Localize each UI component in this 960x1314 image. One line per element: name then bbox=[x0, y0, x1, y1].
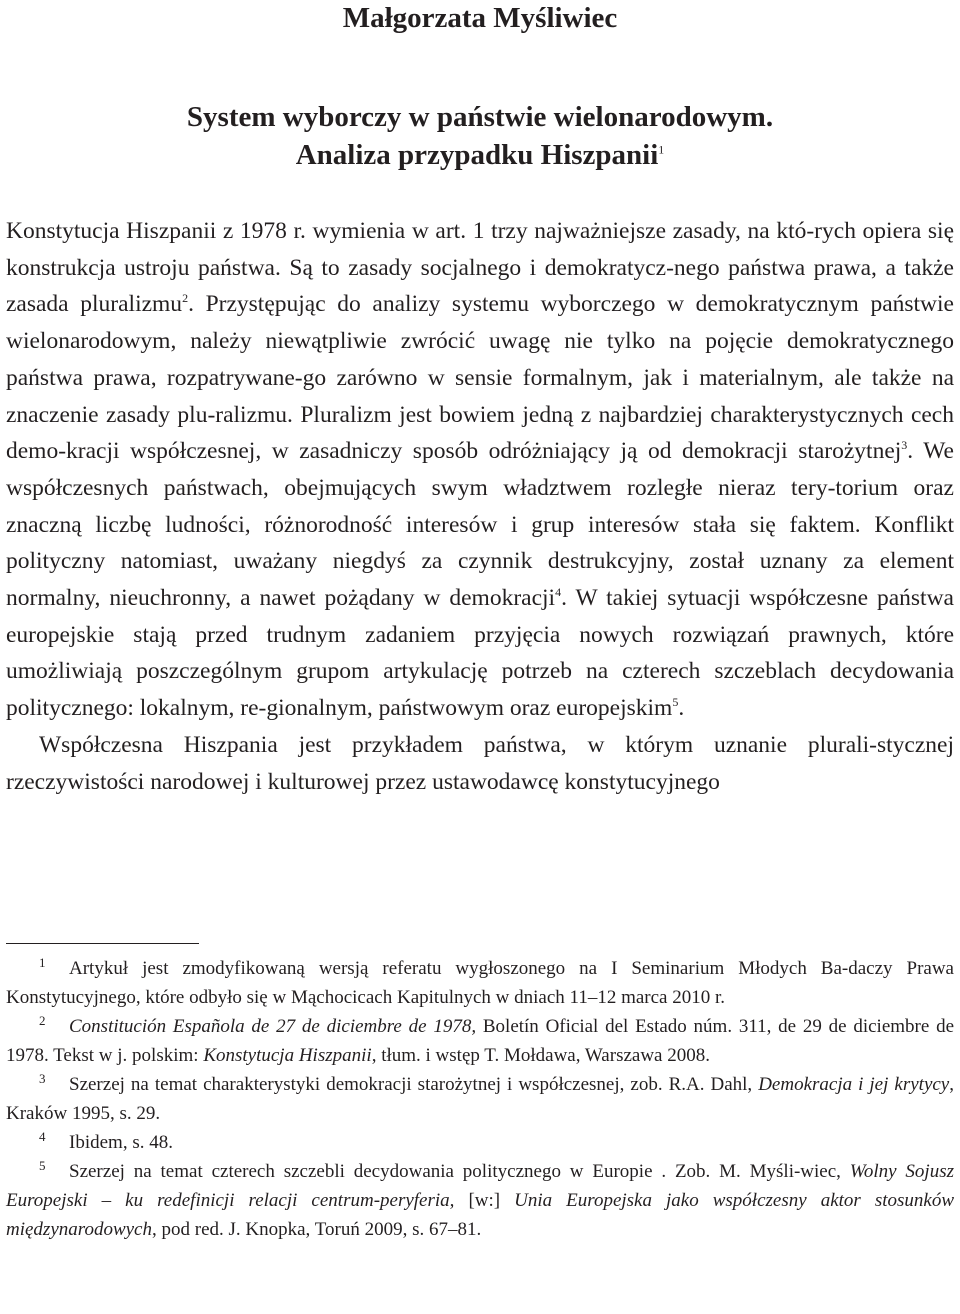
footnote-text: [w:] bbox=[454, 1190, 515, 1211]
author-name: Małgorzata Myśliwiec bbox=[342, 2, 618, 34]
body-text-segment: . bbox=[678, 695, 685, 722]
footnotes-section bbox=[6, 954, 954, 1244]
footnote-italic-title: Unia Europejska jako współczesny aktor stosunków międzynarodowych bbox=[6, 1190, 954, 1240]
footnote-text: , pod red. J. Knopka, Toruń 2009, s. 67–81. bbox=[152, 1219, 482, 1240]
title-line-1: System wyborczy w państwie wielonarodowym. bbox=[186, 101, 774, 133]
body-paragraph-2: Współczesna Hiszpania jest przykładem państwa, w którym uznanie plurali-stycznej rzeczywistości narodowej i kulturowej przez ustawodawcę konstytucyjnego bbox=[6, 731, 954, 795]
footnote-4: 4 Ibidem, s. 48. bbox=[39, 1128, 173, 1153]
footnote-1: 1 Artykuł jest zmodyfikowaną wersją referatu wygłoszonego na I Seminarium Młodych Ba-daczy Prawa Konstytucyjnego, które odbyło się w Mąchocicach Kapitulnych w dniach 11–12 marca 2010 r. bbox=[6, 954, 954, 1008]
article-body bbox=[6, 213, 954, 800]
body-text-segment: . We współczesnych państwach, obejmujących swym władztwem rozległe nieraz tery-torium oraz znaczną liczbę ludności, różnorodność interesów i grup interesów stała się faktem. Konflikt polityczny natomiast, uważany niegdyś za czynnik destrukcyjny, został uznany za element normalny, nieuchronny, a nawet pożądany w demokracji bbox=[6, 438, 954, 612]
footnote-text: , Kraków 1995, s. 29. bbox=[6, 1074, 954, 1124]
footnote-3: 3 Szerzej na temat charakterystyki demokracji starożytnej i współczesnej, zob. R.A. Dahl, Demokracja i jej krytycy, Kraków 1995, s. 29. bbox=[6, 1070, 954, 1124]
footnote-ref-3[interactable]: 3 bbox=[901, 438, 908, 453]
footnote-text: Szerzej na temat charakterystyki demokracji starożytnej i współczesnej, zob. R.A. Dahl, bbox=[69, 1074, 759, 1095]
footnote-text: Boletín Oficial del Estado núm. 311, de 29 de diciembre de 1978. Tekst w j. polskim: bbox=[6, 1016, 954, 1066]
footnote-italic-title: Wolny Sojusz Europejski – ku redefinicji relacji centrum-peryferia, bbox=[6, 1161, 954, 1211]
article-title bbox=[0, 98, 960, 174]
title-footnote-ref[interactable]: 1 bbox=[658, 142, 665, 157]
footnote-text: Artykuł jest zmodyfikowaną wersją referatu wygłoszonego na I Seminarium Młodych Ba-daczy Prawa Konstytucyjnego, które odbyło się w Mąchocicach Kapitulnych w dniach 11–12 marca 2010 r. bbox=[6, 958, 954, 1008]
footnote-italic-title: Constitución Española de 27 de diciembre de 1978, bbox=[69, 1016, 477, 1037]
footnote-italic-title: Demokracja i jej krytycy bbox=[758, 1074, 950, 1095]
footnote-separator bbox=[6, 943, 199, 944]
body-paragraph-1 bbox=[6, 213, 954, 727]
title-line-2 bbox=[0, 136, 960, 174]
footnote-ref-5[interactable]: 5 bbox=[672, 695, 679, 710]
footnote-2: 2 Constitución Española de 27 de diciembre de 1978, Boletín Oficial del Estado núm. 311, de 29 de diciembre de 1978. Tekst w j. polskim: Konstytucja Hiszpanii, tłum. i wstęp T. Mołdawa, Warszawa 2008. bbox=[6, 1012, 954, 1066]
footnote-italic-title: Konstytucja Hiszpanii bbox=[203, 1045, 372, 1066]
footnote-ref-4[interactable]: 4 bbox=[555, 585, 562, 600]
body-text-segment: . Przystępując do analizy systemu wyborczego w demokratycznym państwie wielonarodowym, należy niewątpliwie zwrócić uwagę nie tylko na pojęcie demokratycznego państwa prawa, rozpatrywane-go zarówno w sensie formalnym, jak i materialnym, ale także na znaczenie zasady plu-ralizmu. Pluralizm jest bowiem jedną z najbardziej charakterystycznych cech demo-kracji współczesnej, w zasadniczy sposób odróżniający ją od demokracji starożytnej bbox=[6, 291, 954, 465]
title-line-2-text: Analiza przypadku Hiszpanii bbox=[295, 139, 659, 171]
footnote-ref-2[interactable]: 2 bbox=[182, 291, 189, 306]
body-text-segment: . W takiej sytuacji współczesne państwa europejskie stają przed trudnym zadaniem przyjęcia nowych rozwiązań prawnych, które umożliwiają poszczególnym grupom artykulację potrzeb na czterech szczeblach decydowania politycznego: lokalnym, re-gionalnym, państwowym oraz europejskim bbox=[6, 585, 954, 722]
body-text-segment: Konstytucja Hiszpanii z 1978 r. wymienia w art. 1 trzy najważniejsze zasady, na któ-rych opiera się konstrukcja ustroju państwa. Są to zasady socjalnego i demokratycz-nego państwa prawa, a także zasada pluralizmu bbox=[6, 218, 954, 318]
footnote-text: , tłum. i wstęp T. Mołdawa, Warszawa 2008. bbox=[371, 1045, 710, 1066]
footnote-5: 5 Szerzej na temat czterech szczebli decydowania politycznego w Europie . Zob. M. Myśli-wiec, Wolny Sojusz Europejski – ku redefinicji relacji centrum-peryferia, [w:] Unia Europejska jako współczesny aktor stosunków międzynarodowych, pod red. J. Knopka, Toruń 2009, s. 67–81. bbox=[6, 1157, 954, 1240]
footnote-text: Ibidem, s. 48. bbox=[69, 1132, 173, 1153]
footnote-text: Szerzej na temat czterech szczebli decydowania politycznego w Europie . Zob. M. Myśli-wiec, bbox=[69, 1161, 850, 1182]
